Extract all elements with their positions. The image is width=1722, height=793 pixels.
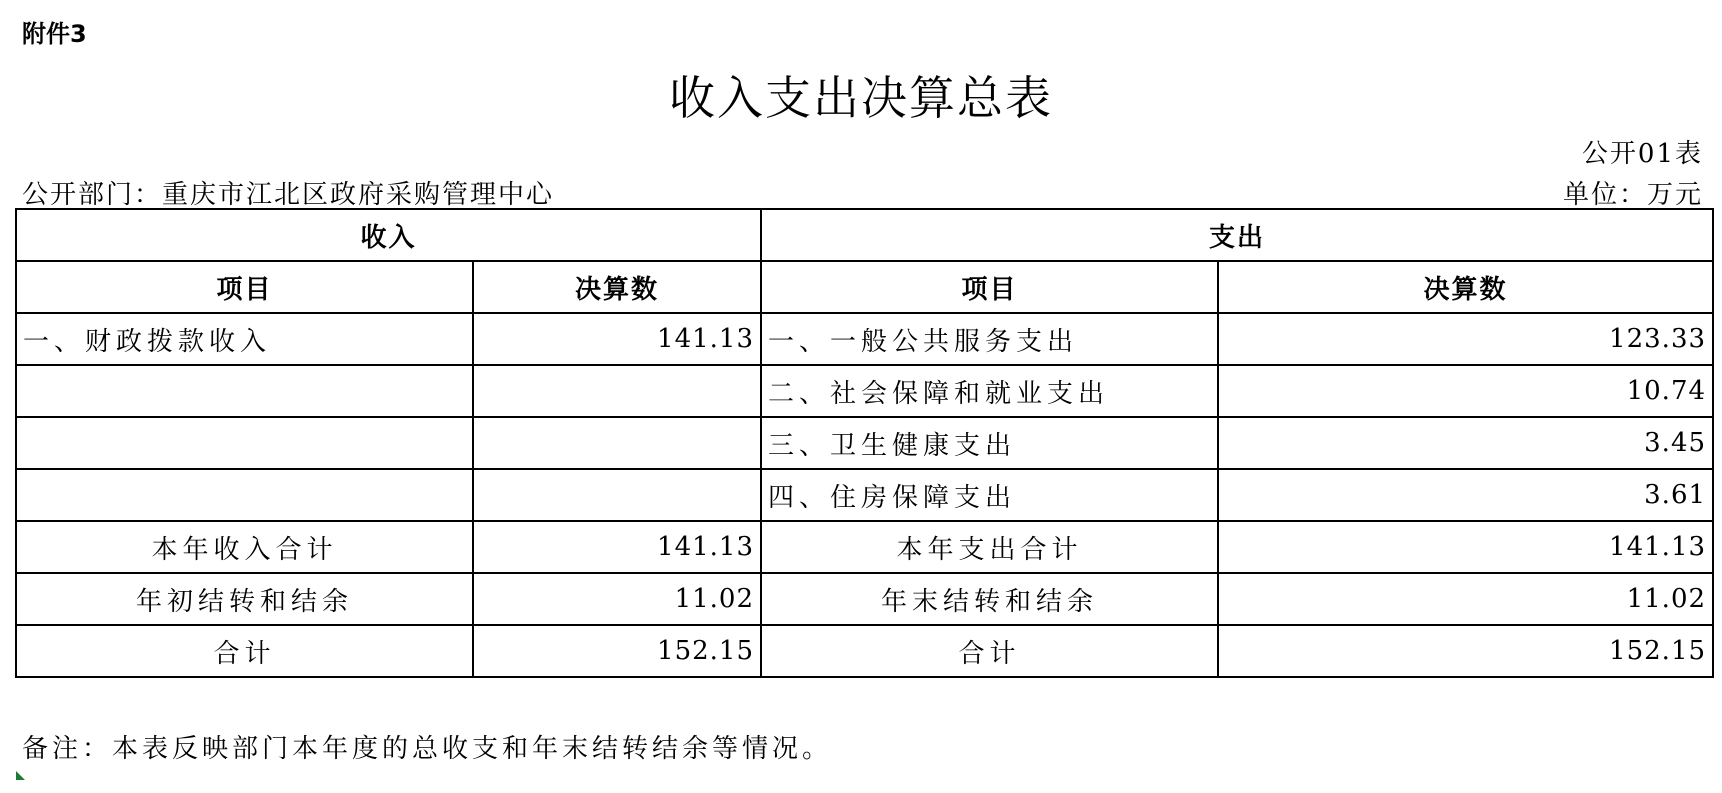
expense-carryover-amount: 11.02 <box>1218 573 1713 625</box>
footnote: 备注：本表反映部门本年度的总收支和年末结转结余等情况。 <box>22 734 833 764</box>
income-item-col-header: 项目 <box>16 261 473 313</box>
income-amount-col-header: 决算数 <box>473 261 761 313</box>
expense-item-col-header: 项目 <box>761 261 1218 313</box>
income-grand-total-label: 合计 <box>16 625 473 677</box>
expense-header: 支出 <box>761 209 1713 261</box>
cell-comment-marker <box>16 771 25 780</box>
expense-amount: 10.74 <box>1218 365 1713 417</box>
income-item <box>16 417 473 469</box>
expense-amount: 3.61 <box>1218 469 1713 521</box>
table-row <box>16 417 1713 469</box>
income-amount <box>473 417 761 469</box>
income-item: 一、财政拨款收入 <box>16 313 473 365</box>
attachment-label: 附件3 <box>22 20 87 48</box>
income-grand-total-amount: 152.15 <box>473 625 761 677</box>
income-expense-table <box>15 208 1714 678</box>
expense-item: 二、社会保障和就业支出 <box>761 365 1218 417</box>
expense-item: 一、一般公共服务支出 <box>761 313 1218 365</box>
income-carryover-label: 年初结转和结余 <box>16 573 473 625</box>
income-amount: 141.13 <box>473 313 761 365</box>
expense-total-label: 本年支出合计 <box>761 521 1218 573</box>
income-item <box>16 365 473 417</box>
income-header: 收入 <box>16 209 761 261</box>
total-row-grand <box>16 625 1713 677</box>
income-amount <box>473 365 761 417</box>
expense-carryover-label: 年末结转和结余 <box>761 573 1218 625</box>
column-header-row <box>16 261 1713 313</box>
page-title: 收入支出决算总表 <box>669 71 1053 125</box>
income-amount <box>473 469 761 521</box>
table-row <box>16 469 1713 521</box>
table-row <box>16 365 1713 417</box>
income-item <box>16 469 473 521</box>
total-row-carryover <box>16 573 1713 625</box>
income-total-amount: 141.13 <box>473 521 761 573</box>
department-label: 公开部门：重庆市江北区政府采购管理中心 <box>22 180 555 210</box>
expense-grand-total-amount: 152.15 <box>1218 625 1713 677</box>
income-carryover-amount: 11.02 <box>473 573 761 625</box>
expense-amount: 3.45 <box>1218 417 1713 469</box>
expense-item: 四、住房保障支出 <box>761 469 1218 521</box>
expense-amount: 123.33 <box>1218 313 1713 365</box>
unit-label: 单位：万元 <box>1562 180 1703 210</box>
income-total-label: 本年收入合计 <box>16 521 473 573</box>
expense-total-amount: 141.13 <box>1218 521 1713 573</box>
section-header-row <box>16 209 1713 261</box>
expense-amount-col-header: 决算数 <box>1218 261 1713 313</box>
expense-grand-total-label: 合计 <box>761 625 1218 677</box>
expense-item: 三、卫生健康支出 <box>761 417 1218 469</box>
table-number: 公开01表 <box>1581 139 1703 169</box>
table-row <box>16 313 1713 365</box>
total-row-annual <box>16 521 1713 573</box>
